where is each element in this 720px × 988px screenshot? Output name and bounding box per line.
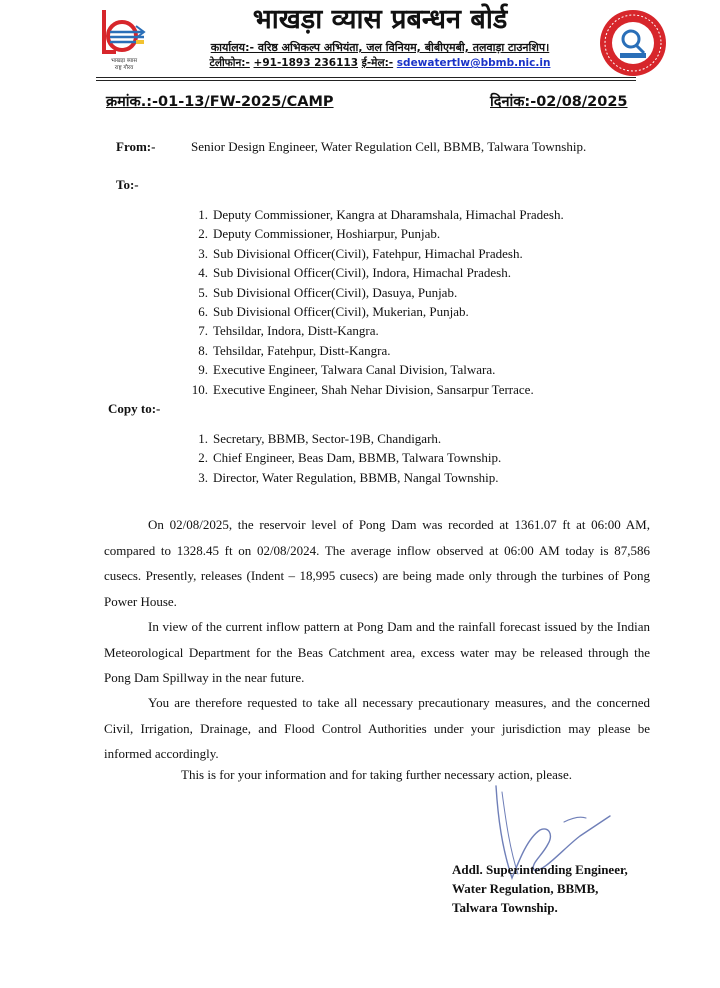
reference-number bbox=[106, 92, 334, 112]
signatory-block bbox=[452, 860, 628, 917]
list-item bbox=[186, 468, 501, 487]
to-label: To:- bbox=[116, 177, 139, 192]
list-item-text: Executive Engineer, Talwara Canal Division, Talwara. bbox=[213, 362, 496, 378]
to-recipient-list bbox=[186, 205, 564, 399]
list-item-text: Deputy Commissioner, Hoshiarpur, Punjab. bbox=[213, 226, 441, 242]
reference-value: 01-13/FW-2025/CAMP bbox=[158, 94, 334, 110]
list-item-text: Sub Divisional Officer(Civil), Dasuya, Punjab. bbox=[213, 284, 458, 300]
from-text: Senior Design Engineer, Water Regulation Cell, BBMB, Talwara Township. bbox=[191, 139, 587, 154]
closing-line: This is for your information and for taking further necessary action, please. bbox=[181, 767, 572, 782]
list-item-number: 6. bbox=[198, 304, 208, 320]
reference-label: क्रमांक.:- bbox=[106, 94, 159, 110]
list-item-text: Sub Divisional Officer(Civil), Mukerian, Punjab. bbox=[213, 304, 469, 320]
list-item-number: 8. bbox=[198, 342, 208, 358]
list-item-text: Sub Divisional Officer(Civil), Indora, Himachal Pradesh. bbox=[213, 265, 511, 281]
list-item-number: 2. bbox=[198, 450, 208, 466]
list-item-number: 5. bbox=[198, 284, 208, 300]
list-item-text: Tehsildar, Fatehpur, Distt-Kangra. bbox=[213, 342, 391, 358]
signatory-line-1: Addl. Superintending Engineer, bbox=[452, 862, 628, 877]
list-item bbox=[186, 321, 564, 340]
list-item bbox=[186, 429, 501, 448]
list-item-text: Secretary, BBMB, Sector-19B, Chandigarh. bbox=[213, 431, 442, 446]
tel-label: टेलीफोन:- bbox=[209, 57, 250, 69]
list-item bbox=[186, 380, 564, 399]
date-value: 02/08/2025 bbox=[536, 94, 628, 110]
copy-to-list bbox=[186, 429, 501, 487]
list-item bbox=[186, 244, 564, 263]
list-item-text: Deputy Commissioner, Kangra at Dharamshala, Himachal Pradesh. bbox=[213, 207, 564, 222]
list-item-number: 9. bbox=[198, 362, 208, 378]
list-item-text: Sub Divisional Officer(Civil), Fatehpur, Himachal Pradesh. bbox=[213, 245, 523, 261]
list-item-text: Tehsildar, Indora, Distt-Kangra. bbox=[213, 323, 379, 339]
list-item-number: 2. bbox=[198, 226, 208, 242]
list-item bbox=[186, 360, 564, 379]
date-label: दिनांक:- bbox=[490, 94, 537, 110]
email-link[interactable]: sdewatertlw@bbmb.nic.in bbox=[396, 57, 551, 69]
list-item-number: 10. bbox=[191, 381, 208, 397]
header-rule-bottom bbox=[96, 80, 636, 81]
logo-caption-2: राष्ट्र गौरव bbox=[114, 65, 134, 71]
body-paragraph-3: You are therefore requested to take all necessary precautionary measures, and the concerned Civil, Irrigation, Drainage, and Flood Control Authorities under your jurisdiction may please be informed accordingly. bbox=[104, 695, 650, 761]
signatory-line-2: Water Regulation, BBMB, bbox=[452, 881, 599, 896]
list-item bbox=[186, 263, 564, 282]
copy-to-label: Copy to:- bbox=[108, 401, 161, 416]
list-item-number: 1. bbox=[198, 207, 208, 222]
body-paragraph-1: On 02/08/2025, the reservoir level of Pong Dam was recorded at 1361.07 ft at 06:00 AM, compared to 1328.45 ft on 02/08/2024. The average inflow observed at 06:00 AM today is 87,586 cusecs. Presently, releases (Indent – 18,995 cusecs) are being made only through the turbines of Pong Power House. bbox=[104, 517, 650, 609]
email-label: ई-मेल:- bbox=[361, 57, 394, 69]
office-address: कार्यालय:- वरिष्ठ अभिकल्प अभियंता, जल विनियम, बीबीएमबी, तलवाड़ा टाउनशिप। bbox=[210, 41, 550, 54]
contact-line bbox=[160, 56, 600, 71]
list-item-number: 3. bbox=[198, 245, 208, 261]
body-paragraph-2: In view of the current inflow pattern at Pong Dam and the rainfall forecast issued by the Indian Meteorological Department for the Beas Catchment area, excess water may be released through the Pong Dam Spillway in the near future. bbox=[104, 619, 650, 685]
list-item-text: Executive Engineer, Shah Nehar Division, Sansarpur Terrace. bbox=[213, 381, 534, 397]
list-item-number: 7. bbox=[198, 323, 208, 339]
list-item-number: 3. bbox=[198, 469, 208, 485]
signatory-line-3: Talwara Township. bbox=[452, 900, 558, 915]
list-item-number: 1. bbox=[198, 431, 208, 446]
list-item bbox=[186, 448, 501, 467]
list-item bbox=[186, 341, 564, 360]
from-label: From:- bbox=[116, 139, 156, 154]
bbmb-logo bbox=[96, 8, 152, 74]
letter-date bbox=[490, 92, 628, 112]
list-item bbox=[186, 224, 564, 243]
list-item bbox=[186, 283, 564, 302]
org-name: भाखड़ा व्यास प्रबन्धन बोर्ड bbox=[252, 4, 508, 35]
list-item bbox=[186, 205, 564, 224]
header-rule-top bbox=[96, 77, 636, 78]
list-item bbox=[186, 302, 564, 321]
logo-caption-1: भाखड़ा ब्यास bbox=[110, 58, 138, 64]
certification-seal bbox=[598, 8, 668, 78]
list-item-text: Chief Engineer, Beas Dam, BBMB, Talwara Township. bbox=[213, 450, 502, 466]
list-item-number: 4. bbox=[198, 265, 208, 281]
list-item-text: Director, Water Regulation, BBMB, Nangal Township. bbox=[213, 469, 499, 485]
tel-number: +91-1893 236113 bbox=[253, 57, 359, 69]
